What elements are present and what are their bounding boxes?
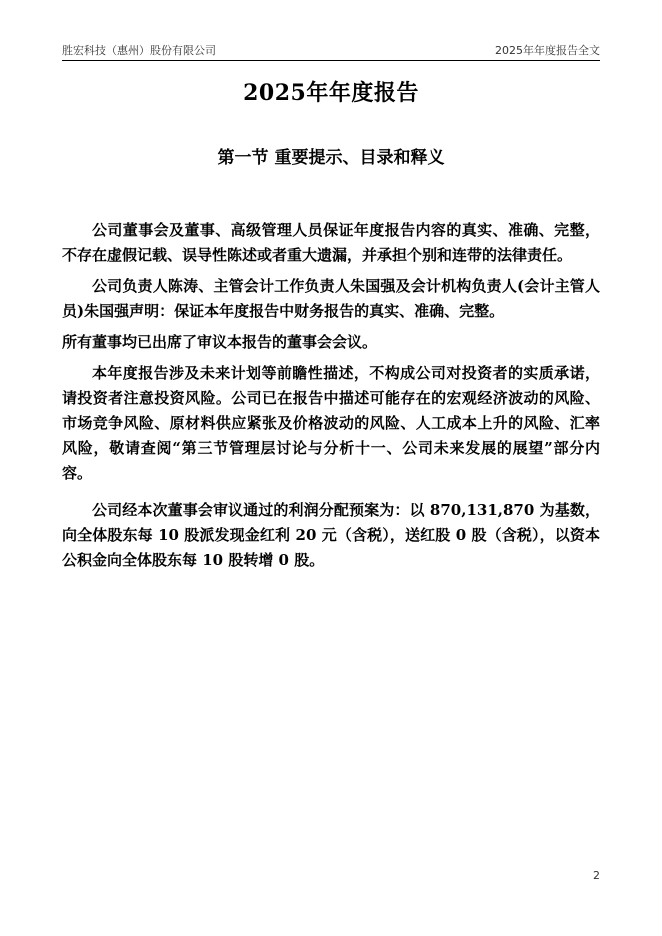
header-divider [62, 60, 600, 61]
paragraph-board-attendance: 所有董事均已出席了审议本报告的董事会会议。 [62, 333, 378, 351]
page-number: 2 [593, 869, 600, 882]
header-company-name: 胜宏科技（惠州）股份有限公司 [62, 44, 216, 57]
header-report-name: 2025年年度报告全文 [495, 44, 600, 57]
paragraph-financial-statement: 公司负责人陈涛、主管会计工作负责人朱国强及会计机构负责人(会计主管人员)朱国强声明：保证本年度报告中财务报告的真实、准确、完整。 [62, 277, 600, 320]
paragraph-profit-distribution: 公司经本次董事会审议通过的利润分配预案为：以 870,131,870 为基数，向全体股东每 10 股派发现金红利 20 元（含税），送红股 0 股（含税），以资本公积金向全体股东每 10 股转增 0 股。 [62, 501, 600, 569]
paragraph-board-guarantee: 公司董事会及董事、高级管理人员保证年度报告内容的真实、准确、完整，不存在虚假记载、误导性陈述或者重大遗漏，并承担个别和连带的法律责任。 [62, 221, 600, 264]
report-title: 2025年年度报告 [243, 80, 419, 106]
body-text [62, 218, 600, 579]
section-title: 第一节 重要提示、目录和释义 [217, 148, 445, 168]
page-header [62, 42, 600, 58]
paragraph-forward-looking: 本年度报告涉及未来计划等前瞻性描述，不构成公司对投资者的实质承诺，请投资者注意投资风险。公司已在报告中描述可能存在的宏观经济波动的风险、市场竞争风险、原材料供应紧张及价格波动的风险、人工成本上升的风险、汇率风险，敬请查阅“第三节管理层讨论与分析十一、公司未来发展的展望”部分内容。 [62, 364, 600, 482]
